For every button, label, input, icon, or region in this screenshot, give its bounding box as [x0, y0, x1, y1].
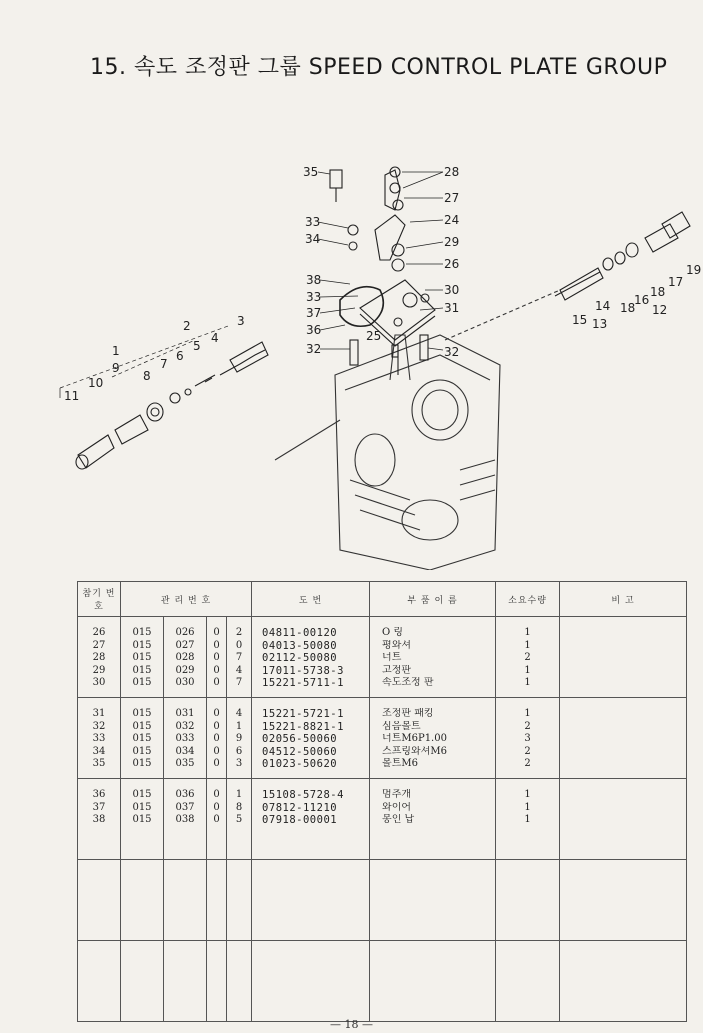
- cell-m2: 033: [175, 733, 195, 744]
- cell-m4: 0: [235, 639, 243, 651]
- cell-m3: 0: [213, 708, 220, 719]
- callout-4: 4: [211, 331, 219, 345]
- callout-26: 26: [444, 257, 460, 271]
- col-m2: [164, 779, 207, 860]
- col-no: [78, 860, 121, 941]
- col-name: [370, 779, 496, 860]
- cell-m1: 015: [132, 758, 152, 769]
- col-m3: [207, 941, 227, 1022]
- callout-19: 19: [686, 263, 702, 277]
- col-m2: [164, 698, 207, 779]
- callout-37: 37: [306, 306, 322, 320]
- cell-drawing: 07918-00001: [262, 814, 338, 826]
- cell-m3: 0: [213, 664, 220, 676]
- callout-33b: 33: [306, 290, 322, 304]
- col-m2: [164, 860, 207, 941]
- cell-qty: 1: [524, 677, 531, 688]
- cell-qty: 1: [524, 814, 531, 825]
- cell-m4: 3: [235, 758, 243, 769]
- cell-no: 35: [92, 758, 106, 769]
- cell-qty: 2: [524, 652, 531, 663]
- cell-m1: 015: [132, 801, 152, 813]
- cell-no: 33: [92, 733, 106, 744]
- cell-drawing: 07812-11210: [262, 801, 338, 814]
- col-m3: [207, 860, 227, 941]
- col-name: [370, 617, 496, 698]
- header-mgmt-no: 관 리 번 호: [121, 582, 252, 617]
- cell-m1: 015: [132, 814, 152, 825]
- col-m4: [227, 698, 252, 779]
- cell-name: 너트: [382, 652, 402, 663]
- parts-table: [77, 581, 687, 1022]
- callout-5: 5: [193, 339, 201, 353]
- cell-no: 31: [92, 708, 106, 719]
- cell-no: 29: [92, 664, 106, 676]
- col-m1: [121, 779, 164, 860]
- table-header-row: [78, 582, 687, 617]
- cell-m4: 7: [235, 677, 243, 688]
- callout-24: 24: [444, 213, 460, 227]
- cell-name: 멈추개: [382, 789, 412, 800]
- cell-qty: 2: [524, 720, 531, 732]
- cell-m4: 9: [235, 733, 243, 744]
- cell-m2: 028: [175, 652, 195, 663]
- callout-8: 8: [143, 369, 151, 383]
- cell-m1: 015: [132, 745, 152, 757]
- cell-drawing: 04811-00120: [262, 627, 338, 639]
- cell-name: 스프링와셔M6: [382, 745, 447, 757]
- col-no: [78, 698, 121, 779]
- cell-m3: 0: [213, 639, 220, 651]
- callout-35: 35: [303, 165, 319, 179]
- cell-m2: 026: [175, 627, 195, 638]
- col-remarks: [560, 779, 687, 860]
- cell-name: 속도조정 판: [382, 677, 434, 688]
- callout-31: 31: [444, 301, 460, 315]
- cell-m4: 1: [235, 789, 243, 800]
- cell-no: 38: [92, 814, 106, 825]
- callout-13: 13: [592, 317, 608, 331]
- cell-m3: 0: [213, 801, 220, 813]
- callout-11: 11: [64, 389, 80, 403]
- col-m4: [227, 860, 252, 941]
- table-row-group: [78, 941, 687, 1022]
- col-remarks: [560, 941, 687, 1022]
- cell-m3: 0: [213, 652, 220, 663]
- callout-10: 10: [88, 376, 104, 390]
- col-no: [78, 941, 121, 1022]
- col-drawing: [252, 698, 370, 779]
- callout-numbers: [64, 165, 701, 403]
- cell-m3: 0: [213, 627, 220, 638]
- cell-m3: 0: [213, 677, 220, 688]
- cell-name: 평와셔: [382, 639, 412, 651]
- cell-drawing: 15221-5721-1: [262, 708, 344, 720]
- cell-m4: 1: [235, 720, 243, 732]
- cell-m3: 0: [213, 720, 220, 732]
- cell-m1: 015: [132, 627, 152, 638]
- callout-18b: 18: [620, 301, 636, 315]
- callout-12: 12: [652, 303, 668, 317]
- cell-m1: 015: [132, 708, 152, 719]
- cell-name: 심음볼트: [382, 720, 421, 732]
- col-m4: [227, 779, 252, 860]
- col-drawing: [252, 779, 370, 860]
- cell-m4: 4: [235, 664, 243, 676]
- cell-m2: 029: [175, 664, 195, 676]
- cell-qty: 1: [524, 708, 531, 719]
- cell-qty: 1: [524, 639, 531, 651]
- col-m1: [121, 860, 164, 941]
- cell-m1: 015: [132, 652, 152, 663]
- col-drawing: [252, 860, 370, 941]
- cell-drawing: 15221-5711-1: [262, 677, 344, 689]
- cell-qty: 3: [524, 733, 531, 744]
- callout-28: 28: [444, 165, 460, 179]
- cell-drawing: 04512-50060: [262, 745, 338, 758]
- col-name: [370, 941, 496, 1022]
- cell-m2: 027: [175, 639, 195, 651]
- callout-34: 34: [305, 232, 321, 246]
- col-m4: [227, 617, 252, 698]
- cell-m4: 5: [235, 814, 243, 825]
- cell-qty: 1: [524, 801, 531, 813]
- header-qty: 소요수량: [496, 582, 560, 617]
- cell-no: 36: [92, 789, 106, 800]
- cell-drawing: 01023-50620: [262, 758, 338, 770]
- callout-15: 15: [572, 313, 588, 327]
- cell-m4: 8: [235, 801, 243, 813]
- cell-m2: 037: [175, 801, 195, 813]
- cell-drawing: 15221-8821-1: [262, 720, 344, 733]
- cell-m4: 6: [235, 745, 243, 757]
- cell-m2: 036: [175, 789, 195, 800]
- cell-m3: 0: [213, 733, 220, 744]
- callout-33: 33: [305, 215, 321, 229]
- cell-drawing: 15108-5728-4: [262, 789, 344, 801]
- cell-no: 27: [92, 639, 106, 651]
- table-row-group: [78, 698, 687, 779]
- cell-name: 고정판: [382, 664, 412, 676]
- col-m3: [207, 617, 227, 698]
- cell-m1: 015: [132, 720, 152, 732]
- callout-30: 30: [444, 283, 460, 297]
- col-qty: [496, 617, 560, 698]
- header-ref-no: 참기 번호: [78, 582, 121, 617]
- left-governor-assembly: [76, 342, 268, 469]
- callout-2: 2: [183, 319, 191, 333]
- cell-m1: 015: [132, 733, 152, 744]
- cell-m1: 015: [132, 677, 152, 688]
- callout-18: 18: [650, 285, 666, 299]
- cell-qty: 1: [524, 627, 531, 638]
- callout-32b: 32: [444, 345, 460, 359]
- callout-25: 25: [366, 329, 382, 343]
- cell-m4: 7: [235, 652, 243, 663]
- col-m1: [121, 941, 164, 1022]
- cell-m1: 015: [132, 789, 152, 800]
- cell-m2: 034: [175, 745, 195, 757]
- cell-m3: 0: [213, 789, 220, 800]
- callout-7: 7: [160, 357, 168, 371]
- col-m3: [207, 698, 227, 779]
- col-name: [370, 698, 496, 779]
- col-m3: [207, 779, 227, 860]
- callout-1: 1: [112, 344, 120, 358]
- cell-name: 볼트M6: [382, 758, 418, 769]
- cell-m1: 015: [132, 664, 152, 676]
- col-no: [78, 779, 121, 860]
- callout-9: 9: [112, 361, 120, 375]
- exploded-parts-diagram: [0, 150, 703, 570]
- cell-m1: 015: [132, 639, 152, 651]
- col-remarks: [560, 698, 687, 779]
- cell-no: 34: [92, 745, 106, 757]
- col-qty: [496, 941, 560, 1022]
- col-m1: [121, 698, 164, 779]
- col-no: [78, 617, 121, 698]
- col-name: [370, 860, 496, 941]
- table-row-group: [78, 617, 687, 698]
- col-m2: [164, 941, 207, 1022]
- callout-36: 36: [306, 323, 322, 337]
- cell-m2: 032: [175, 720, 195, 732]
- cell-m2: 031: [175, 708, 195, 719]
- cell-m3: 0: [213, 814, 220, 825]
- cell-drawing: 04013-50080: [262, 639, 338, 652]
- cell-no: 30: [92, 677, 106, 688]
- callout-38: 38: [306, 273, 322, 287]
- cell-no: 28: [92, 652, 106, 663]
- col-m2: [164, 617, 207, 698]
- callout-6: 6: [176, 349, 184, 363]
- cell-qty: 1: [524, 664, 531, 676]
- cell-m2: 030: [175, 677, 195, 688]
- col-remarks: [560, 860, 687, 941]
- callout-16: 16: [634, 293, 650, 307]
- callout-27: 27: [444, 191, 460, 205]
- cell-m3: 0: [213, 758, 220, 769]
- col-drawing: [252, 617, 370, 698]
- cell-m4: 2: [235, 627, 243, 638]
- col-drawing: [252, 941, 370, 1022]
- callout-17: 17: [668, 275, 684, 289]
- cell-name: 너트M6P1.00: [382, 733, 447, 744]
- col-qty: [496, 860, 560, 941]
- cell-name: 와이어: [382, 801, 412, 813]
- header-part-name: 부 품 이 름: [370, 582, 496, 617]
- table-row-group: [78, 779, 687, 860]
- page-title: 15. 속도 조정판 그룹 SPEED CONTROL PLATE GROUP: [90, 55, 668, 80]
- cell-name: O 링: [382, 627, 404, 638]
- cell-qty: 1: [524, 789, 531, 800]
- col-m1: [121, 617, 164, 698]
- col-m4: [227, 941, 252, 1022]
- page-number: — 18 —: [330, 1018, 373, 1031]
- cell-drawing: 02056-50060: [262, 733, 338, 745]
- callout-32: 32: [306, 342, 322, 356]
- callout-14: 14: [595, 299, 611, 313]
- cell-m2: 035: [175, 758, 195, 769]
- cell-name: 조정판 패킹: [382, 708, 434, 719]
- cell-drawing: 17011-5738-3: [262, 664, 344, 677]
- callout-3: 3: [237, 314, 245, 328]
- cell-qty: 2: [524, 745, 531, 757]
- col-remarks: [560, 617, 687, 698]
- table-row-group: [78, 860, 687, 941]
- cell-no: 37: [92, 801, 106, 813]
- col-qty: [496, 779, 560, 860]
- callout-29: 29: [444, 235, 460, 249]
- cell-name: 봉인 납: [382, 814, 415, 825]
- col-qty: [496, 698, 560, 779]
- cell-drawing: 02112-50080: [262, 652, 338, 664]
- header-drawing-no: 도 번: [252, 582, 370, 617]
- cell-m2: 038: [175, 814, 195, 825]
- cell-m4: 4: [235, 708, 243, 719]
- header-remarks: 비 고: [560, 582, 687, 617]
- cell-m3: 0: [213, 745, 220, 757]
- cell-qty: 2: [524, 758, 531, 769]
- cell-no: 32: [92, 720, 106, 732]
- cell-no: 26: [92, 627, 106, 638]
